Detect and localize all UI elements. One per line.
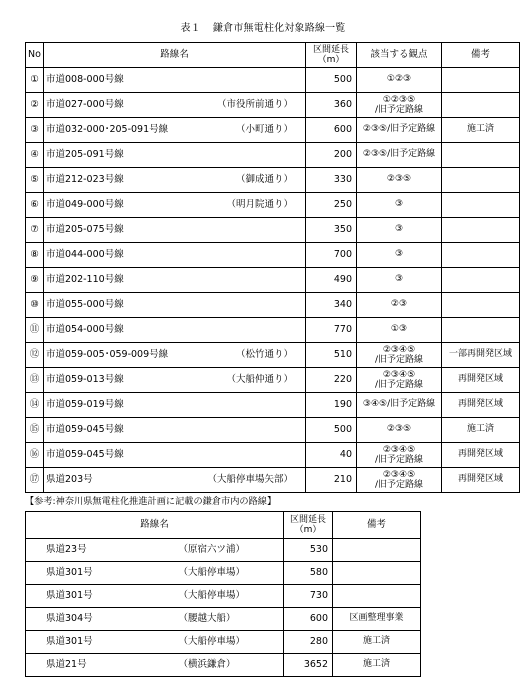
table-row bbox=[26, 93, 520, 118]
table-label: 表１ bbox=[180, 23, 201, 34]
route-name: 市道205-075号線 bbox=[46, 224, 124, 236]
viewpoint-cell bbox=[357, 443, 442, 468]
route-length: 330 bbox=[306, 168, 357, 193]
viewpoint-cell bbox=[357, 368, 442, 393]
row-number: ⑭ bbox=[26, 393, 44, 418]
route-length: 770 bbox=[306, 318, 357, 343]
viewpoint-secondary: /旧予定路線 bbox=[374, 105, 424, 115]
route-length: 3652 bbox=[284, 654, 333, 677]
table-row bbox=[26, 118, 520, 143]
table-row bbox=[26, 268, 520, 293]
table-row bbox=[26, 443, 520, 468]
route-alias: （御成通り） bbox=[235, 174, 293, 186]
route-length: 250 bbox=[306, 193, 357, 218]
route-note bbox=[442, 143, 520, 168]
route-name: 県道304号 bbox=[26, 608, 179, 631]
row-number: ⑥ bbox=[26, 193, 44, 218]
route-note: 施工済 bbox=[333, 654, 421, 677]
viewpoint-secondary: /旧予定路線 bbox=[374, 480, 424, 490]
viewpoint-cell bbox=[357, 118, 442, 143]
route-note bbox=[333, 585, 421, 608]
route-note: 施工済 bbox=[442, 418, 520, 443]
route-note bbox=[442, 243, 520, 268]
viewpoint-cell bbox=[357, 168, 442, 193]
route-name: 市道055-000号線 bbox=[46, 299, 124, 311]
route-note: 施工済 bbox=[333, 631, 421, 654]
route-alias: （大船停車場） bbox=[179, 562, 284, 585]
route-note: 一部再開発区域 bbox=[442, 343, 520, 368]
route-name-cell bbox=[44, 268, 306, 293]
route-length: 510 bbox=[306, 343, 357, 368]
route-name: 県道21号 bbox=[26, 654, 179, 677]
row-number: ⑧ bbox=[26, 243, 44, 268]
header-length: 区間延長 （m） bbox=[284, 512, 333, 539]
route-length: 490 bbox=[306, 268, 357, 293]
header-route-name: 路線名 bbox=[26, 512, 284, 539]
header-length: 区間延長 （m） bbox=[306, 43, 357, 68]
header-viewpoint: 該当する観点 bbox=[357, 43, 442, 68]
viewpoint-cell bbox=[357, 143, 442, 168]
route-name-cell bbox=[44, 418, 306, 443]
viewpoint-primary: ②③④⑤ bbox=[382, 445, 416, 455]
table-row bbox=[26, 318, 520, 343]
row-number: ② bbox=[26, 93, 44, 118]
viewpoint-cell bbox=[357, 343, 442, 368]
viewpoint-cell bbox=[357, 218, 442, 243]
table-row bbox=[26, 585, 421, 608]
route-alias: （小町通り） bbox=[235, 124, 293, 136]
route-length: 580 bbox=[284, 562, 333, 585]
route-note bbox=[442, 293, 520, 318]
route-note bbox=[442, 68, 520, 93]
viewpoint-cell bbox=[357, 268, 442, 293]
viewpoint-secondary: /旧予定路線 bbox=[374, 380, 424, 390]
document-title bbox=[0, 19, 526, 34]
viewpoint-cell bbox=[357, 293, 442, 318]
route-name-cell bbox=[44, 293, 306, 318]
route-note bbox=[442, 168, 520, 193]
target-routes-table bbox=[25, 42, 520, 493]
viewpoint-secondary: /旧予定路線 bbox=[374, 355, 424, 365]
table-row bbox=[26, 654, 421, 677]
route-note: 再開発区域 bbox=[442, 468, 520, 493]
route-name: 市道008-000号線 bbox=[46, 74, 124, 86]
route-alias: （明月院通り） bbox=[226, 199, 293, 211]
viewpoint-primary: ①②③⑤ bbox=[382, 95, 416, 105]
route-length: 220 bbox=[306, 368, 357, 393]
route-alias: （大船停車場） bbox=[179, 585, 284, 608]
viewpoint-primary: ②③⑤ bbox=[386, 424, 412, 435]
route-length: 600 bbox=[284, 608, 333, 631]
route-name: 市道027-000号線 bbox=[46, 99, 124, 111]
table-row bbox=[26, 393, 520, 418]
route-alias: （横浜鎌倉） bbox=[179, 654, 284, 677]
row-number: ④ bbox=[26, 143, 44, 168]
table-row bbox=[26, 418, 520, 443]
route-name-cell bbox=[44, 218, 306, 243]
route-alias: （市役所前通り） bbox=[216, 99, 293, 111]
route-length: 280 bbox=[284, 631, 333, 654]
route-note bbox=[442, 268, 520, 293]
viewpoint-primary: ③ bbox=[394, 249, 404, 260]
route-name-cell bbox=[44, 93, 306, 118]
viewpoint-cell bbox=[357, 93, 442, 118]
route-length: 340 bbox=[306, 293, 357, 318]
viewpoint-cell bbox=[357, 193, 442, 218]
table-header-row bbox=[26, 43, 520, 68]
route-alias: （大船停車場） bbox=[179, 631, 284, 654]
route-name: 市道059-045号線 bbox=[46, 424, 124, 436]
table-row bbox=[26, 68, 520, 93]
route-note bbox=[442, 318, 520, 343]
route-alias: （腰越大船） bbox=[179, 608, 284, 631]
route-name-cell bbox=[44, 368, 306, 393]
route-name-cell bbox=[44, 168, 306, 193]
row-number: ⑯ bbox=[26, 443, 44, 468]
route-note bbox=[333, 562, 421, 585]
route-name-cell bbox=[44, 443, 306, 468]
row-number: ⑦ bbox=[26, 218, 44, 243]
route-name-cell bbox=[44, 193, 306, 218]
route-name: 県道301号 bbox=[26, 585, 179, 608]
route-name: 市道059-005･059-009号線 bbox=[46, 349, 169, 361]
header-no: No bbox=[26, 43, 44, 68]
viewpoint-primary: ②③⑤/旧予定路線 bbox=[362, 149, 436, 160]
route-note: 施工済 bbox=[442, 118, 520, 143]
route-length: 210 bbox=[306, 468, 357, 493]
row-number: ⑤ bbox=[26, 168, 44, 193]
route-length: 700 bbox=[306, 243, 357, 268]
route-name: 市道054-000号線 bbox=[46, 324, 124, 336]
row-number: ⑰ bbox=[26, 468, 44, 493]
viewpoint-cell bbox=[357, 468, 442, 493]
route-name: 市道032-000･205-091号線 bbox=[46, 124, 169, 136]
viewpoint-primary: ②③⑤/旧予定路線 bbox=[362, 124, 436, 135]
table-row bbox=[26, 539, 421, 562]
route-note: 再開発区域 bbox=[442, 443, 520, 468]
route-length: 500 bbox=[306, 68, 357, 93]
viewpoint-primary: ①③ bbox=[390, 324, 408, 335]
route-note bbox=[442, 218, 520, 243]
table-row bbox=[26, 562, 421, 585]
route-name-cell bbox=[44, 143, 306, 168]
route-alias: （原宿六ツ浦） bbox=[179, 539, 284, 562]
route-name: 市道059-045号線 bbox=[46, 449, 124, 461]
route-name: 県道203号 bbox=[46, 474, 93, 486]
header-note: 備考 bbox=[333, 512, 421, 539]
viewpoint-cell bbox=[357, 318, 442, 343]
reference-subtitle: 【参考:神奈川県無電柱化推進計画に記載の鎌倉市内の路線】 bbox=[25, 496, 277, 507]
table-header-row bbox=[26, 512, 421, 539]
table-row bbox=[26, 143, 520, 168]
title-text: 鎌倉市無電柱化対象路線一覧 bbox=[212, 23, 346, 34]
route-note: 再開発区域 bbox=[442, 368, 520, 393]
viewpoint-cell bbox=[357, 243, 442, 268]
table-row bbox=[26, 243, 520, 268]
viewpoint-primary: ③ bbox=[394, 224, 404, 235]
viewpoint-primary: ③ bbox=[394, 199, 404, 210]
viewpoint-primary: ②③④⑤ bbox=[382, 345, 416, 355]
route-name-cell bbox=[44, 243, 306, 268]
route-alias: （大船仲通り） bbox=[226, 374, 293, 386]
viewpoint-primary: ②③ bbox=[390, 299, 408, 310]
route-name: 市道049-000号線 bbox=[46, 199, 124, 211]
route-length: 730 bbox=[284, 585, 333, 608]
viewpoint-primary: ①②③ bbox=[386, 74, 412, 85]
route-note bbox=[442, 93, 520, 118]
viewpoint-primary: ②③④⑤ bbox=[382, 470, 416, 480]
route-name: 市道205-091号線 bbox=[46, 149, 124, 161]
viewpoint-primary: ②③⑤ bbox=[386, 174, 412, 185]
route-name: 県道301号 bbox=[26, 631, 179, 654]
route-length: 530 bbox=[284, 539, 333, 562]
route-name: 県道301号 bbox=[26, 562, 179, 585]
table-row bbox=[26, 468, 520, 493]
route-note: 再開発区域 bbox=[442, 393, 520, 418]
viewpoint-cell bbox=[357, 418, 442, 443]
route-note: 区画整理事業 bbox=[333, 608, 421, 631]
route-name: 市道059-013号線 bbox=[46, 374, 124, 386]
route-name-cell bbox=[44, 468, 306, 493]
row-number: ⑨ bbox=[26, 268, 44, 293]
viewpoint-secondary: /旧予定路線 bbox=[374, 455, 424, 465]
route-name-cell bbox=[44, 343, 306, 368]
table-row bbox=[26, 193, 520, 218]
viewpoint-primary: ③ bbox=[394, 274, 404, 285]
header-route-name: 路線名 bbox=[44, 43, 306, 68]
table-row bbox=[26, 631, 421, 654]
viewpoint-cell bbox=[357, 68, 442, 93]
route-length: 500 bbox=[306, 418, 357, 443]
row-number: ⑪ bbox=[26, 318, 44, 343]
row-number: ⑬ bbox=[26, 368, 44, 393]
route-length: 360 bbox=[306, 93, 357, 118]
viewpoint-primary: ③④⑤/旧予定路線 bbox=[362, 399, 436, 410]
route-note bbox=[442, 193, 520, 218]
viewpoint-cell bbox=[357, 393, 442, 418]
route-note bbox=[333, 539, 421, 562]
row-number: ⑮ bbox=[26, 418, 44, 443]
table-row bbox=[26, 218, 520, 243]
route-name: 市道202-110号線 bbox=[46, 274, 124, 286]
table-row bbox=[26, 168, 520, 193]
route-alias: （大船停車場矢部） bbox=[207, 474, 293, 486]
reference-routes-table bbox=[25, 511, 421, 677]
route-length: 190 bbox=[306, 393, 357, 418]
table-row bbox=[26, 368, 520, 393]
route-name: 市道044-000号線 bbox=[46, 249, 124, 261]
table-row bbox=[26, 608, 421, 631]
table-row bbox=[26, 293, 520, 318]
row-number: ③ bbox=[26, 118, 44, 143]
route-length: 200 bbox=[306, 143, 357, 168]
route-length: 350 bbox=[306, 218, 357, 243]
route-length: 40 bbox=[306, 443, 357, 468]
route-length: 600 bbox=[306, 118, 357, 143]
row-number: ⑩ bbox=[26, 293, 44, 318]
route-name-cell bbox=[44, 393, 306, 418]
route-alias: （松竹通り） bbox=[235, 349, 293, 361]
row-number: ① bbox=[26, 68, 44, 93]
header-note: 備考 bbox=[442, 43, 520, 68]
route-name-cell bbox=[44, 68, 306, 93]
route-name: 県道23号 bbox=[26, 539, 179, 562]
table-row bbox=[26, 343, 520, 368]
route-name-cell bbox=[44, 318, 306, 343]
route-name-cell bbox=[44, 118, 306, 143]
route-name: 市道212-023号線 bbox=[46, 174, 124, 186]
row-number: ⑫ bbox=[26, 343, 44, 368]
route-name: 市道059-019号線 bbox=[46, 399, 124, 411]
viewpoint-primary: ②③④⑤ bbox=[382, 370, 416, 380]
